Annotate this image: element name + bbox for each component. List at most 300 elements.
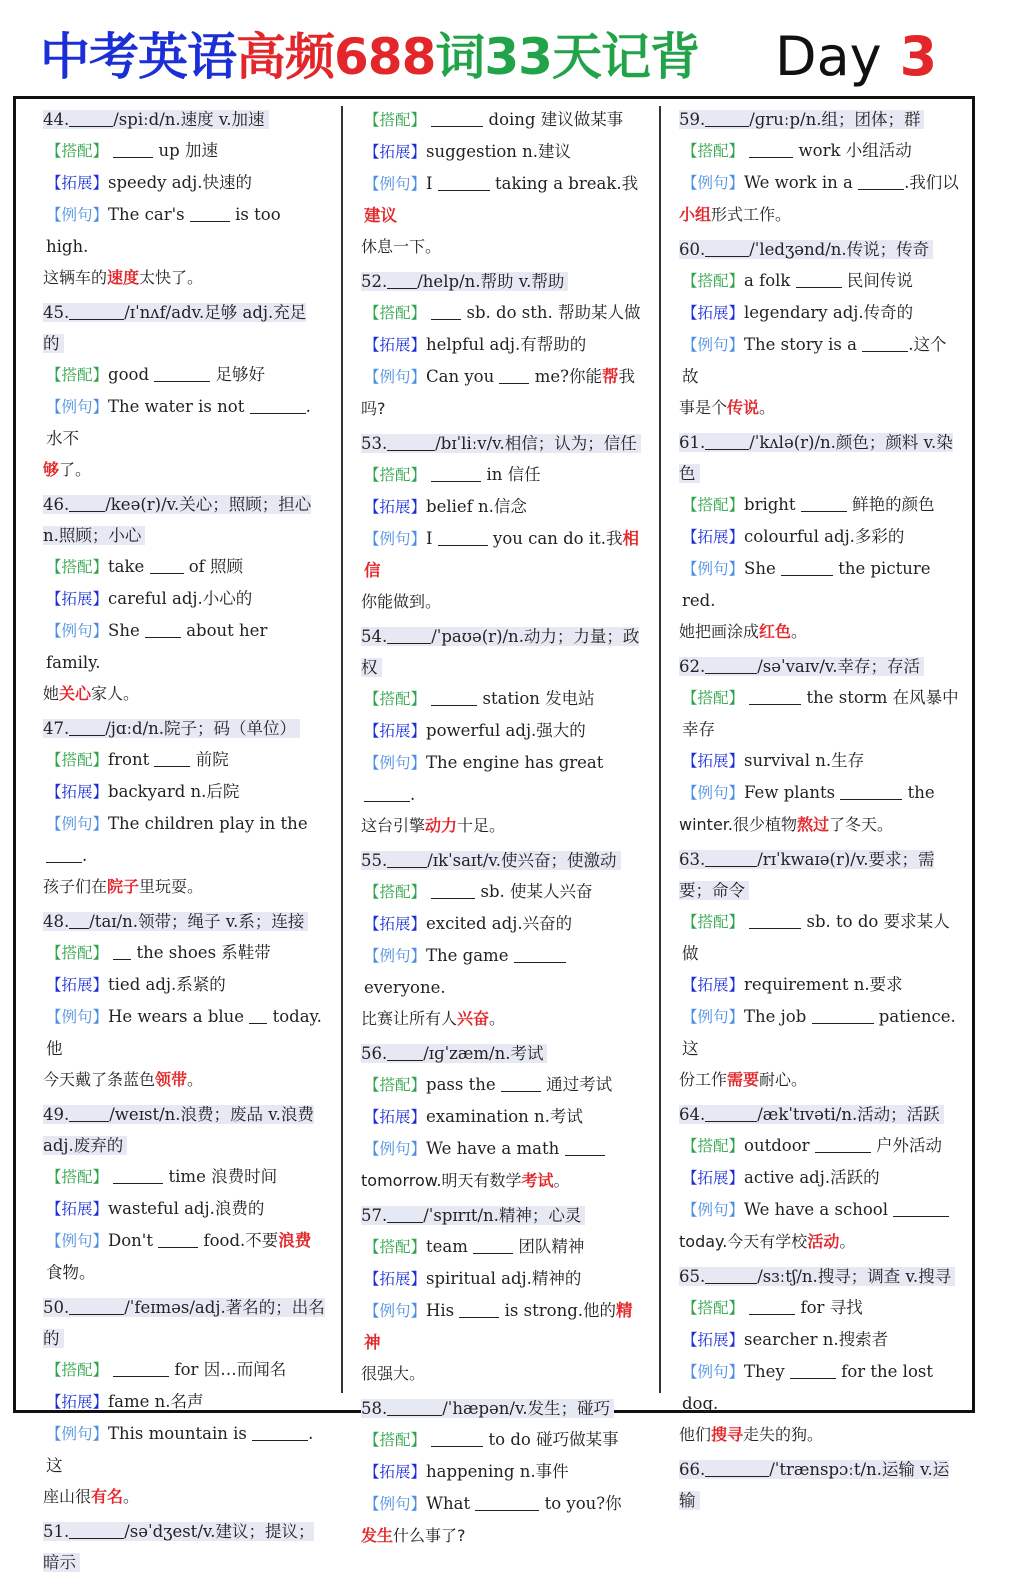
translation-text: 我 (618, 367, 635, 386)
translation-text: 。 (759, 398, 776, 417)
translation-highlight: 精神 (364, 1301, 633, 1352)
example-text: The game (426, 946, 509, 965)
headword (679, 1267, 955, 1286)
translation-highlight: 相信 (364, 529, 640, 580)
translation-text: 太快了。 (139, 268, 204, 287)
entry-number: 55. (361, 851, 388, 870)
example-text: The job (744, 1007, 807, 1026)
answer-blank (46, 845, 82, 863)
translation-text: 孩子们在 (43, 877, 108, 896)
answer-blank (840, 782, 902, 800)
example-text: to you?你 (544, 1494, 622, 1513)
translation-text: 什么事了? (393, 1526, 466, 1545)
example-tag: 【例句】 (46, 1425, 109, 1443)
answer-blank (749, 140, 793, 158)
entry-number: 54. (361, 627, 388, 646)
collocation-text: 足够好 (215, 365, 266, 384)
extension-text: colourful adj.多彩的 (744, 527, 905, 546)
answer-blank (749, 687, 801, 705)
translation-highlight: 关心 (59, 684, 92, 703)
column-divider-2 (659, 106, 661, 1393)
definition: /spiːd/n.速度 v.加速 (113, 110, 265, 129)
headword (361, 434, 641, 453)
example-tag: 【例句】 (46, 398, 109, 416)
page-header (0, 0, 1018, 96)
translation-text: 休息一下。 (361, 237, 442, 256)
word-entry-56 (361, 1038, 646, 1196)
translation-text: 食物。 (46, 1263, 96, 1282)
definition: /taɪ/n.领带；绳子 v.系；连接 (89, 912, 305, 931)
definition: /ˈkʌlə(r)/n.颜色；颜料 v.染色 (679, 433, 953, 483)
translation-highlight: 活动 (807, 1232, 840, 1251)
headword (679, 433, 953, 483)
translation-text: 耐心。 (759, 1070, 808, 1089)
word-entry-48 (43, 906, 326, 1095)
example-text: for the lost dog. (682, 1362, 933, 1413)
translation-highlight: 兴奋 (457, 1009, 490, 1028)
translation-text: 你能做到。 (361, 592, 442, 611)
example-text: is strong.他的 (504, 1301, 616, 1320)
extension-text: legendary adj.传奇的 (744, 303, 914, 322)
column-2 (361, 104, 646, 1555)
collocation-text: bright (744, 495, 796, 514)
collocation-text: pass the (426, 1075, 496, 1094)
collocation-tag: 【搭配】 (682, 689, 745, 707)
answer-blank (69, 911, 89, 929)
definition: /səˈvaɪv/v.幸存；存活 (757, 657, 921, 676)
translation-text: 了。 (59, 460, 92, 479)
word-entry-63 (679, 844, 962, 1095)
answer-blank (790, 1361, 836, 1379)
answer-blank (501, 1074, 541, 1092)
headword (43, 719, 300, 738)
extension-tag: 【拓展】 (46, 1393, 109, 1411)
collocation-text: the storm 在风暴中幸存 (682, 688, 959, 739)
extension-tag: 【拓展】 (46, 783, 109, 801)
collocation-text: for 因…而闻名 (174, 1360, 287, 1379)
translation-highlight: 传说 (727, 398, 760, 417)
extension-tag: 【拓展】 (364, 143, 427, 161)
title-part-1: 中考英语 (40, 28, 236, 86)
example-text: I (426, 529, 433, 548)
definition: /weɪst/n.浪费；废品 v.浪费 adj.废弃的 (43, 1105, 314, 1155)
headword (679, 1105, 944, 1124)
answer-blank (69, 1521, 124, 1539)
answer-blank (113, 1166, 163, 1184)
translation-highlight: 熬过 (797, 815, 830, 834)
answer-blank (387, 1398, 442, 1416)
extension-tag: 【拓展】 (364, 1270, 427, 1288)
example-text: everyone. (364, 978, 446, 997)
translation-text: 很强大。 (361, 1364, 426, 1383)
answer-blank (387, 433, 435, 451)
collocation-text: sb. do sth. 帮助某人做 (466, 303, 641, 322)
headword (43, 1105, 314, 1155)
word-entry-44 (43, 104, 326, 293)
collocation-text: for 寻找 (800, 1298, 863, 1317)
definition: /səˈdʒest/v.建议；提议；暗示 (43, 1522, 315, 1572)
translation-highlight: 建议 (364, 206, 397, 225)
extension-tag: 【拓展】 (682, 304, 745, 322)
answer-blank (364, 784, 410, 802)
extension-tag: 【拓展】 (364, 915, 427, 933)
translation-highlight: 浪费 (278, 1231, 312, 1250)
extension-text: spiritual adj.精神的 (426, 1269, 582, 1288)
definition: /help/n.帮助 v.帮助 (417, 272, 565, 291)
entry-number: 60. (679, 240, 706, 259)
extension-tag: 【拓展】 (682, 528, 745, 546)
collocation-tag: 【搭配】 (682, 272, 745, 290)
answer-blank (499, 366, 529, 384)
translation-text: 。 (123, 1487, 140, 1506)
extension-text: active adj.活跃的 (744, 1168, 880, 1187)
collocation-tag: 【搭配】 (364, 1076, 427, 1094)
answer-blank (69, 718, 105, 736)
definition: /ˈpaʊə(r)/n.动力；力量；政权 (361, 627, 640, 677)
example-text: taking a break.我 (495, 174, 639, 193)
entry-number: 63. (679, 850, 706, 869)
column-1 (43, 104, 326, 1582)
translation-text: 他们 (679, 1425, 712, 1444)
answer-blank (812, 1006, 874, 1024)
example-text: The story is a (744, 335, 857, 354)
answer-blank (387, 850, 427, 868)
example-text: you can do it.我 (493, 529, 623, 548)
answer-blank (252, 1423, 308, 1441)
translation-text: today.今天有学校 (679, 1232, 808, 1251)
collocation-text: team (426, 1237, 468, 1256)
translation-text: 。 (489, 1009, 506, 1028)
entry-number: 48. (43, 912, 70, 931)
extension-text: belief n.信念 (426, 497, 527, 516)
collocation-text: up 加速 (158, 141, 218, 160)
entry-number: 57. (361, 1206, 388, 1225)
translation-highlight: 院子 (107, 877, 140, 896)
entry-number: 51. (43, 1522, 70, 1541)
answer-blank (438, 528, 488, 546)
answer-blank (154, 364, 210, 382)
answer-blank (431, 881, 475, 899)
answer-blank (69, 494, 105, 512)
example-tag: 【例句】 (46, 1008, 109, 1026)
word-entry-54 (361, 621, 646, 841)
extension-text: happening n.事件 (426, 1462, 569, 1481)
translation-text: 十足。 (457, 816, 506, 835)
word-entry-60 (679, 234, 962, 423)
answer-blank (815, 1135, 871, 1153)
example-tag: 【例句】 (364, 368, 427, 386)
collocation-text: front (108, 750, 150, 769)
entry-number: 45. (43, 303, 70, 322)
headword (361, 1206, 585, 1225)
translation-text: 形式工作。 (711, 205, 792, 224)
answer-blank (858, 172, 904, 190)
translation-highlight: 考试 (521, 1171, 554, 1190)
answer-blank (431, 109, 483, 127)
word-entry-45 (43, 297, 326, 485)
answer-blank (69, 302, 124, 320)
example-text: I (426, 174, 433, 193)
example-tag: 【例句】 (364, 754, 427, 772)
definition: /ˈspɪrɪt/n.精神；心灵 (423, 1206, 582, 1225)
example-text: .这个故 (682, 335, 947, 386)
answer-blank (749, 1297, 795, 1315)
example-tag: 【例句】 (682, 1363, 745, 1381)
extension-tag: 【拓展】 (364, 498, 427, 516)
translation-highlight: 红色 (759, 622, 792, 641)
example-text: me?你能 (534, 367, 602, 386)
headword (43, 1298, 325, 1348)
answer-blank (154, 749, 190, 767)
headword (679, 1460, 949, 1510)
example-text: She (744, 559, 776, 578)
example-tag: 【例句】 (46, 206, 109, 224)
collocation-tag: 【搭配】 (46, 751, 109, 769)
definition: /ɪɡˈzæm/n.考试 (423, 1044, 544, 1063)
example-text: . (410, 785, 416, 804)
collocation-text: 鲜艳的颜色 (852, 495, 935, 514)
answer-blank (431, 688, 477, 706)
collocation-text: 民间传说 (846, 271, 913, 290)
answer-blank (893, 1199, 949, 1217)
collocation-tag: 【搭配】 (364, 690, 427, 708)
entry-number: 44. (43, 110, 70, 129)
answer-blank (113, 1359, 169, 1377)
word-entry-50 (43, 1292, 326, 1512)
title-part-4: 33天记背 (484, 28, 699, 86)
extension-tag: 【拓展】 (682, 976, 745, 994)
word-entry-58 (361, 1393, 646, 1551)
collocation-text: work 小组活动 (798, 141, 912, 160)
definition: /sɜːtʃ/n.搜寻；调查 v.搜寻 (757, 1267, 952, 1286)
entry-number: 52. (361, 272, 388, 291)
entry-number: 62. (679, 657, 706, 676)
translation-text: winter.很少植物 (679, 815, 797, 834)
word-entry-55 (361, 845, 646, 1034)
extension-text: helpful adj.有帮助的 (426, 335, 587, 354)
word-entry-64 (679, 1099, 962, 1257)
extension-tag: 【拓展】 (46, 590, 109, 608)
example-text: He wears a blue (108, 1007, 245, 1026)
entry-number: 50. (43, 1298, 70, 1317)
extension-text: searcher n.搜索者 (744, 1330, 889, 1349)
headword (43, 912, 308, 931)
answer-blank (705, 1104, 757, 1122)
translation-text: 家人。 (91, 684, 140, 703)
example-text: food.不要 (203, 1231, 279, 1250)
answer-blank (69, 1297, 124, 1315)
translation-highlight: 搜寻 (711, 1425, 744, 1444)
collocation-tag: 【搭配】 (682, 496, 745, 514)
collocation-tag: 【搭配】 (364, 883, 427, 901)
answer-blank (145, 620, 181, 638)
example-tag: 【例句】 (46, 1232, 109, 1250)
answer-blank (705, 109, 749, 127)
collocation-tag: 【搭配】 (364, 304, 427, 322)
word-entry-51 (43, 1516, 326, 1578)
definition: /keə(r)/v.关心；照顾；担心 n.照顾；小心 (43, 495, 312, 545)
example-text: . (82, 846, 88, 865)
day-number: 3 (899, 25, 938, 88)
answer-blank (431, 1429, 483, 1447)
headword (361, 1044, 547, 1063)
word-entry-46 (43, 489, 326, 709)
extension-text: requirement n.要求 (744, 975, 903, 994)
example-text: about her family. (46, 621, 268, 672)
translation-highlight: 领带 (155, 1070, 188, 1089)
example-text: the picture red. (682, 559, 931, 610)
definition: /ɪˈnʌf/adv.足够 adj.充足的 (43, 303, 307, 353)
translation-highlight: 帮 (602, 367, 619, 386)
example-text: .这 (46, 1424, 314, 1475)
word-entry-53 (361, 428, 646, 617)
example-text: .水不 (46, 397, 311, 448)
collocation-text: sb. 使某人兴奋 (480, 882, 593, 901)
collocation-text: take (108, 557, 145, 576)
collocation-tag: 【搭配】 (364, 466, 427, 484)
entry-number: 56. (361, 1044, 388, 1063)
definition: /ækˈtɪvəti/n.活动；活跃 (757, 1105, 940, 1124)
collocation-text: the shoes 系鞋带 (136, 943, 271, 962)
collocation-text: outdoor (744, 1136, 810, 1155)
translation-highlight: 需要 (727, 1070, 760, 1089)
entry-number: 47. (43, 719, 70, 738)
collocation-tag: 【搭配】 (364, 111, 427, 129)
word-entry-57 (361, 1200, 646, 1389)
translation-text: 她把画涂成 (679, 622, 760, 641)
headword (679, 110, 924, 129)
extension-text: wasteful adj.浪费的 (108, 1199, 265, 1218)
headword (679, 240, 933, 259)
example-tag: 【例句】 (682, 1201, 745, 1219)
title-part-2: 高频688 (236, 28, 436, 86)
example-tag: 【例句】 (682, 560, 745, 578)
translation-text: 这辆车的 (43, 268, 108, 287)
collocation-text: 户外活动 (876, 1136, 943, 1155)
title-part-3: 词 (435, 28, 485, 86)
example-text: What (426, 1494, 471, 1513)
word-entry-66 (679, 1454, 962, 1516)
example-text: The car's (108, 205, 185, 224)
collocation-tag: 【搭配】 (682, 1137, 745, 1155)
example-tag: 【例句】 (364, 175, 427, 193)
translation-text: 这台引擎 (361, 816, 426, 835)
entry-number: 58. (361, 1399, 388, 1418)
example-text: is too high. (46, 205, 281, 256)
translation-highlight: 速度 (107, 268, 140, 287)
answer-blank (781, 558, 833, 576)
day-text: Day (775, 25, 882, 88)
collocation-tag: 【搭配】 (364, 1238, 427, 1256)
collocation-text: good (108, 365, 150, 384)
translation-text: 。 (187, 1070, 204, 1089)
translation-text: 走失的狗。 (743, 1425, 824, 1444)
definition: /ˈledʒənd/n.传说；传奇 (749, 240, 930, 259)
answer-blank (796, 270, 842, 288)
definition: /ˈtrænspɔːt/n.运输 v.运输 (679, 1460, 950, 1510)
extension-text: examination n.考试 (426, 1107, 583, 1126)
extension-text: careful adj.小心的 (108, 589, 253, 608)
headword (361, 627, 639, 677)
headword (361, 851, 621, 870)
translation-text: 座山很 (43, 1487, 92, 1506)
extension-tag: 【拓展】 (364, 1463, 427, 1481)
example-text: Don't (108, 1231, 153, 1250)
definition: /ˈhæpən/v.发生；碰巧 (442, 1399, 611, 1418)
translation-text: 。 (791, 622, 808, 641)
translation-highlight: 有名 (91, 1487, 124, 1506)
translation-highlight: 动力 (425, 816, 458, 835)
extension-tag: 【拓展】 (364, 722, 427, 740)
example-text: patience.这 (682, 1007, 956, 1058)
word-entry-51-cont (361, 104, 646, 262)
example-text: the (907, 783, 935, 802)
collocation-tag: 【搭配】 (46, 1361, 109, 1379)
answer-blank (438, 173, 490, 191)
example-text: Few plants (744, 783, 836, 802)
collocation-tag: 【搭配】 (46, 558, 109, 576)
answer-blank (705, 1459, 769, 1477)
example-text: The children play in the (108, 814, 308, 833)
translation-text: 她 (43, 684, 60, 703)
answer-blank (705, 656, 757, 674)
extension-text: survival n.生存 (744, 751, 865, 770)
word-entry-59 (679, 104, 962, 230)
extension-text: fame n.名声 (108, 1392, 204, 1411)
extension-text: tied adj.系紧的 (108, 975, 226, 994)
collocation-text: 前院 (195, 750, 229, 769)
answer-blank (69, 1104, 109, 1122)
answer-blank (150, 556, 184, 574)
extension-tag: 【拓展】 (682, 1169, 745, 1187)
example-text: .我们以 (904, 173, 959, 192)
example-tag: 【例句】 (364, 1495, 427, 1513)
example-text: They (744, 1362, 785, 1381)
answer-blank (250, 396, 306, 414)
answer-blank (705, 239, 749, 257)
headword (43, 1522, 314, 1572)
answer-blank (705, 432, 749, 450)
word-entry-62 (679, 651, 962, 840)
example-tag: 【例句】 (46, 815, 109, 833)
example-tag: 【例句】 (364, 530, 427, 548)
definition: /ɪkˈsaɪt/v.使兴奋；使激动 (427, 851, 617, 870)
entry-number: 46. (43, 495, 70, 514)
word-entry-49 (43, 1099, 326, 1288)
entry-number: 66. (679, 1460, 706, 1479)
entry-number: 64. (679, 1105, 706, 1124)
translation-text: 事是个 (679, 398, 728, 417)
definition: /jɑːd/n.院子；码（单位） (105, 719, 297, 738)
translation-text: 比赛让所有人 (361, 1009, 458, 1028)
collocation-text: of 照顾 (188, 557, 244, 576)
collocation-text: 通过考试 (546, 1075, 613, 1094)
translation-text: 。 (839, 1232, 856, 1251)
example-text: We work in a (744, 173, 853, 192)
word-entry-65 (679, 1261, 962, 1450)
translation-text: 。 (553, 1171, 570, 1190)
entry-number: 53. (361, 434, 388, 453)
definition: /ˈfeɪməs/adj.著名的；出名的 (43, 1298, 325, 1348)
translation-text: 里玩耍。 (139, 877, 204, 896)
translation-highlight: 够 (43, 460, 60, 479)
extension-text: backyard n.后院 (108, 782, 240, 801)
collocation-tag: 【搭配】 (682, 1299, 745, 1317)
answer-blank (387, 1205, 423, 1223)
word-entry-61 (679, 427, 962, 647)
extension-text: suggestion n.建议 (426, 142, 572, 161)
example-text: His (426, 1301, 455, 1320)
